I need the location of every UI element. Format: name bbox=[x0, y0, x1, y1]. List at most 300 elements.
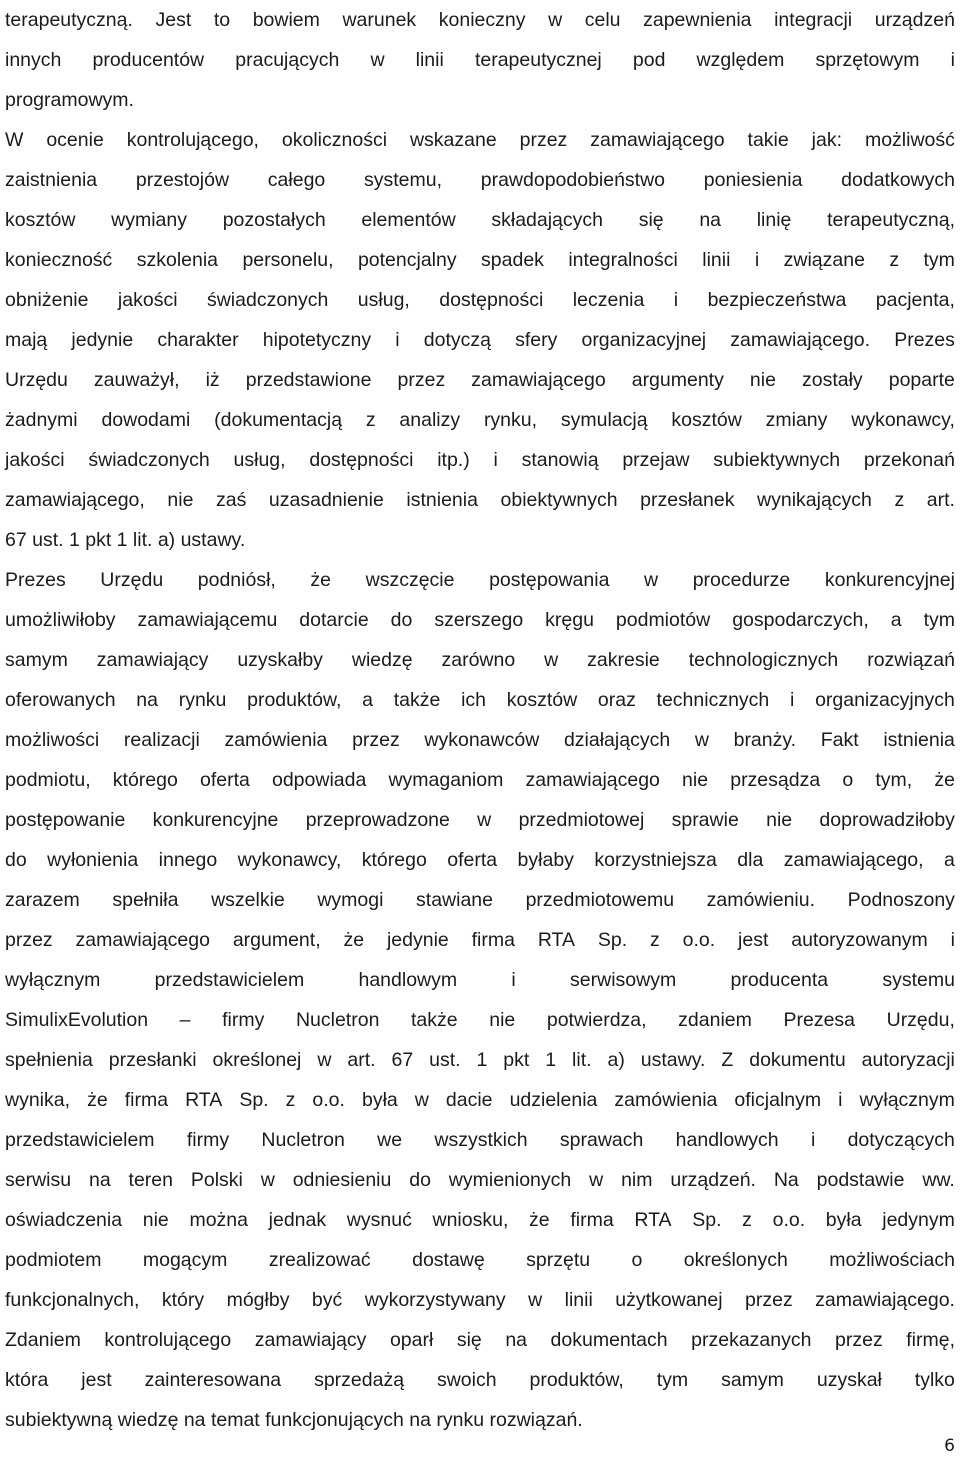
word: i bbox=[395, 329, 400, 351]
text-line bbox=[5, 760, 955, 800]
text-line bbox=[5, 840, 955, 880]
word: podstawie bbox=[816, 1169, 905, 1191]
word: się bbox=[638, 209, 664, 231]
word: 1 bbox=[545, 1049, 557, 1071]
word: odpowiada bbox=[271, 769, 367, 791]
word: możliwościach bbox=[829, 1249, 955, 1271]
word: żadnymi bbox=[5, 409, 78, 431]
word: samym bbox=[5, 649, 68, 671]
word: sprzętu bbox=[526, 1249, 591, 1271]
word: szerszego bbox=[434, 609, 524, 631]
word: i bbox=[950, 929, 955, 951]
word: linii bbox=[415, 49, 444, 71]
word: która bbox=[5, 1369, 49, 1391]
text-line bbox=[5, 160, 955, 200]
word: w bbox=[260, 1169, 275, 1191]
word: zamawiającego, bbox=[5, 489, 145, 511]
word: do bbox=[390, 609, 413, 631]
word: nie bbox=[749, 369, 776, 391]
text-line bbox=[5, 720, 955, 760]
word: zarazem bbox=[5, 889, 80, 911]
word: branży. bbox=[733, 729, 797, 751]
text-line bbox=[5, 920, 955, 960]
word: świadczonych bbox=[88, 449, 210, 471]
word: wyłącznym bbox=[5, 969, 101, 991]
word: a) bbox=[607, 1049, 625, 1071]
word: była bbox=[361, 1089, 398, 1111]
word: wszczęcie bbox=[365, 569, 455, 591]
text-line bbox=[5, 1120, 955, 1160]
word: kosztów bbox=[506, 689, 578, 711]
word: Na bbox=[773, 1169, 799, 1191]
word: mogącym bbox=[142, 1249, 228, 1271]
word: oraz bbox=[597, 689, 636, 711]
word: Fakt bbox=[820, 729, 859, 751]
word: RTA bbox=[185, 1089, 223, 1111]
word: wskazane bbox=[409, 129, 497, 151]
word: przedmiotowej bbox=[518, 809, 645, 831]
word: art. bbox=[347, 1049, 376, 1071]
word: postępowanie bbox=[5, 809, 126, 831]
word: którego bbox=[112, 769, 178, 791]
word: udzielenia bbox=[509, 1089, 598, 1111]
word: zamawiającego bbox=[75, 929, 210, 951]
word: stawiane bbox=[416, 889, 493, 911]
word: spadek bbox=[481, 249, 544, 271]
word: producenta bbox=[730, 969, 829, 991]
text-line bbox=[5, 360, 955, 400]
word: do bbox=[5, 849, 27, 871]
word: Prezesa bbox=[783, 1009, 856, 1031]
word: oferta bbox=[199, 769, 250, 791]
text-line bbox=[5, 880, 955, 920]
word: tym, bbox=[875, 769, 913, 791]
page-number: 6 bbox=[944, 1436, 955, 1456]
word: rynku, bbox=[483, 409, 538, 431]
word: gospodarczych, bbox=[732, 609, 869, 631]
text-line bbox=[5, 1160, 955, 1200]
word: kręgu bbox=[545, 609, 594, 631]
word: mają bbox=[5, 329, 48, 351]
word: przesądza bbox=[730, 769, 821, 791]
word: jakości bbox=[5, 449, 65, 471]
word: o.o. bbox=[682, 929, 716, 951]
word: jedynie bbox=[71, 329, 134, 351]
word: zaś bbox=[215, 489, 247, 511]
word: także bbox=[411, 1009, 458, 1031]
word: celu bbox=[584, 9, 621, 31]
word: z bbox=[285, 1089, 296, 1111]
word: świadczonych bbox=[206, 289, 329, 311]
word: zdaniem bbox=[678, 1009, 752, 1031]
word: sprawach bbox=[559, 1129, 644, 1151]
word: firma bbox=[570, 1209, 614, 1231]
word: oficjalnym bbox=[734, 1089, 822, 1111]
word: także bbox=[393, 689, 441, 711]
word: dotarcie bbox=[299, 609, 369, 631]
word: subiektywnych bbox=[713, 449, 841, 471]
word: składających bbox=[491, 209, 603, 231]
word: technologicznych bbox=[688, 649, 839, 671]
word: wykonawcy, bbox=[237, 849, 342, 871]
word: pod bbox=[632, 49, 666, 71]
word: przez bbox=[835, 1329, 883, 1351]
word: spełniła bbox=[112, 889, 179, 911]
word: art. bbox=[926, 489, 955, 511]
text-line: programowym. bbox=[5, 89, 134, 111]
word: zmiany bbox=[765, 409, 828, 431]
word: jednak bbox=[268, 1209, 327, 1231]
word: kosztów bbox=[671, 409, 742, 431]
word: zakresie bbox=[587, 649, 660, 671]
word: w bbox=[477, 809, 492, 831]
word: była bbox=[825, 1209, 862, 1231]
word: tym bbox=[923, 609, 955, 631]
word: linię bbox=[756, 209, 792, 231]
word: wymiany bbox=[111, 209, 187, 231]
word: urządzeń. bbox=[670, 1169, 756, 1191]
document-page bbox=[5, 0, 955, 1440]
word: przedmiotowemu bbox=[525, 889, 675, 911]
word: Prezes bbox=[5, 569, 66, 591]
word: linii bbox=[564, 1289, 593, 1311]
word: tym bbox=[656, 1369, 689, 1391]
text-line bbox=[5, 1000, 955, 1040]
text-line bbox=[5, 600, 955, 640]
word: nim bbox=[621, 1169, 653, 1191]
word: Nucletron bbox=[261, 1129, 345, 1151]
word: nie bbox=[167, 489, 194, 511]
word: to bbox=[213, 9, 231, 31]
word: leczenia bbox=[572, 289, 645, 311]
word: przekazanych bbox=[691, 1329, 812, 1351]
word: a bbox=[890, 609, 902, 631]
word: w bbox=[644, 569, 659, 591]
word: istnienia bbox=[406, 489, 478, 511]
word: funkcjonalnych, bbox=[5, 1289, 140, 1311]
word: hipotetyczny bbox=[262, 329, 372, 351]
word: integracji bbox=[774, 9, 853, 31]
word: przekonań bbox=[863, 449, 955, 471]
word: elementów bbox=[361, 209, 456, 231]
word: w bbox=[414, 1089, 429, 1111]
word: Urzędu bbox=[5, 369, 68, 391]
text-line bbox=[5, 1280, 955, 1320]
text-line bbox=[5, 1040, 955, 1080]
word: dokumentach bbox=[550, 1329, 668, 1351]
word: wymienionych bbox=[448, 1169, 572, 1191]
word: konkurencyjnej bbox=[824, 569, 955, 591]
word: wszelkie bbox=[211, 889, 285, 911]
word: (dokumentacją bbox=[214, 409, 343, 431]
text-line bbox=[5, 680, 955, 720]
word: zamawiającego, bbox=[783, 849, 924, 871]
word: można bbox=[189, 1209, 248, 1231]
text-line bbox=[5, 1360, 955, 1400]
word: warunek bbox=[342, 9, 417, 31]
word: terapeutyczną. bbox=[5, 9, 133, 31]
word: personelu, bbox=[242, 249, 334, 271]
word: ww. bbox=[922, 1169, 955, 1191]
word: dotyczących bbox=[847, 1129, 955, 1151]
word: handlowych bbox=[675, 1129, 779, 1151]
word: rynku bbox=[178, 689, 227, 711]
word: przez bbox=[5, 929, 53, 951]
word: uzasadnienie bbox=[268, 489, 384, 511]
word: autoryzacji bbox=[861, 1049, 955, 1071]
word: podmiotu, bbox=[5, 769, 91, 791]
word: konieczny bbox=[438, 9, 526, 31]
word: zamawiającego. bbox=[730, 329, 871, 351]
word: w bbox=[694, 729, 709, 751]
word: i bbox=[838, 1089, 843, 1111]
text-line bbox=[5, 480, 955, 520]
word: firma bbox=[471, 929, 515, 951]
word: nie bbox=[766, 809, 793, 831]
word: rozwiązań bbox=[867, 649, 955, 671]
word: dotyczą bbox=[423, 329, 491, 351]
word: 1 bbox=[476, 1049, 488, 1071]
word: działających bbox=[563, 729, 671, 751]
text-line bbox=[5, 280, 955, 320]
word: jedynym bbox=[882, 1209, 955, 1231]
word: integralności bbox=[568, 249, 678, 271]
word: przez bbox=[352, 729, 400, 751]
word: W bbox=[5, 129, 24, 151]
word: usług, bbox=[357, 289, 410, 311]
word: kontrolującego bbox=[104, 1329, 232, 1351]
word: zainteresowana bbox=[144, 1369, 282, 1391]
word: urządzeń bbox=[874, 9, 955, 31]
text-line bbox=[5, 560, 955, 600]
word: Prezes bbox=[894, 329, 955, 351]
word: symulacją bbox=[560, 409, 648, 431]
word: takie bbox=[747, 129, 789, 151]
word: dla bbox=[737, 849, 764, 871]
word: pracujących bbox=[235, 49, 340, 71]
word: wymogi bbox=[317, 889, 384, 911]
word: wymaganiom bbox=[388, 769, 504, 791]
word: pacjenta, bbox=[875, 289, 955, 311]
word: wynikających bbox=[757, 489, 872, 511]
text-line bbox=[5, 320, 955, 360]
word: doprowadziłoby bbox=[819, 809, 955, 831]
word: oświadczenia bbox=[5, 1209, 123, 1231]
word: obiektywnych bbox=[500, 489, 618, 511]
word: o bbox=[842, 769, 854, 791]
word: firma bbox=[124, 1089, 169, 1111]
word: realizacji bbox=[123, 729, 200, 751]
word: z bbox=[742, 1209, 752, 1231]
word: zauważył, bbox=[93, 369, 180, 391]
word: poniesienia bbox=[703, 169, 803, 191]
word: na bbox=[136, 689, 158, 711]
word: charakter bbox=[157, 329, 239, 351]
word: użytkowanej bbox=[615, 1289, 723, 1311]
word: firmy bbox=[186, 1129, 230, 1151]
word: uzyskałby bbox=[237, 649, 323, 671]
word: obniżenie bbox=[5, 289, 89, 311]
word: bezpieczeństwa bbox=[707, 289, 847, 311]
word: innych bbox=[5, 49, 62, 71]
text-line bbox=[5, 1320, 955, 1360]
word: do bbox=[409, 1169, 431, 1191]
word: w bbox=[548, 9, 563, 31]
word: organizacyjnej bbox=[581, 329, 707, 351]
word: dodatkowych bbox=[841, 169, 955, 191]
word: wniosku, bbox=[432, 1209, 509, 1231]
word: produktów, bbox=[529, 1369, 624, 1391]
text-line bbox=[5, 200, 955, 240]
word: wyłonienia bbox=[47, 849, 139, 871]
word: zamówieniu. bbox=[706, 889, 816, 911]
text-line: subiektywną wiedzę na temat funkcjonujących na rynku rozwiązań. bbox=[5, 1409, 583, 1431]
word: firmy bbox=[222, 1009, 265, 1031]
word: być bbox=[311, 1289, 343, 1311]
word: dostępności bbox=[309, 449, 414, 471]
word: swoich bbox=[436, 1369, 497, 1391]
word: argument, bbox=[232, 929, 321, 951]
word: przesłanek bbox=[640, 489, 735, 511]
word: zrealizować bbox=[268, 1249, 371, 1271]
word: potencjalny bbox=[357, 249, 457, 271]
word: firmę, bbox=[906, 1329, 955, 1351]
word: ustawy. bbox=[640, 1049, 706, 1071]
word: dostawę bbox=[412, 1249, 485, 1271]
word: nie bbox=[142, 1209, 169, 1231]
word: innego bbox=[158, 849, 218, 871]
word: i bbox=[950, 49, 955, 71]
word: Jest bbox=[155, 9, 192, 31]
word: o.o. bbox=[312, 1089, 345, 1111]
word: teren bbox=[128, 1169, 173, 1191]
word: na bbox=[88, 1169, 111, 1191]
word: przejaw bbox=[622, 449, 690, 471]
word: iż bbox=[205, 369, 220, 391]
word: w bbox=[370, 49, 385, 71]
word: jest bbox=[81, 1369, 112, 1391]
word: organizacyjnych bbox=[815, 689, 955, 711]
word: przedstawicielem bbox=[154, 969, 305, 991]
word: wysnuć bbox=[346, 1209, 412, 1231]
word: postępowania bbox=[489, 569, 610, 591]
word: zamawiający bbox=[96, 649, 209, 671]
text-line bbox=[5, 40, 955, 80]
word: określonej bbox=[212, 1049, 302, 1071]
word: zamawiający bbox=[254, 1329, 367, 1351]
word: w bbox=[317, 1049, 332, 1071]
text-line bbox=[5, 120, 955, 160]
word: istnienia bbox=[883, 729, 955, 751]
word: z bbox=[889, 249, 900, 271]
word: jakości bbox=[117, 289, 178, 311]
text-line bbox=[5, 1200, 955, 1240]
word: którego bbox=[361, 849, 427, 871]
word: stanowią bbox=[521, 449, 599, 471]
word: produktów, bbox=[247, 689, 342, 711]
word: możliwości bbox=[5, 729, 100, 751]
word: pkt bbox=[503, 1049, 530, 1071]
word: przez bbox=[397, 369, 446, 391]
word: zapewnienia bbox=[643, 9, 752, 31]
text-line bbox=[5, 800, 955, 840]
word: Urzędu bbox=[100, 569, 164, 591]
word: względem bbox=[696, 49, 785, 71]
word: zamawiającego. bbox=[815, 1289, 955, 1311]
word: tym bbox=[923, 249, 955, 271]
word: producentów bbox=[92, 49, 205, 71]
word: z bbox=[894, 489, 905, 511]
word: zamawiającego bbox=[471, 369, 606, 391]
word: wykonawcy, bbox=[851, 409, 955, 431]
word: podmiotem bbox=[5, 1249, 102, 1271]
word: procedurze bbox=[692, 569, 791, 591]
word: linii bbox=[702, 249, 731, 271]
word: w bbox=[589, 1169, 604, 1191]
word: pozostałych bbox=[222, 209, 326, 231]
word: handlowym bbox=[358, 969, 458, 991]
word: określonych bbox=[683, 1249, 788, 1271]
word: – bbox=[179, 1009, 191, 1031]
word: dacie bbox=[445, 1089, 493, 1111]
word: podniósł, bbox=[197, 569, 276, 591]
word: konieczność bbox=[5, 249, 113, 271]
word: zamawiającemu bbox=[137, 609, 278, 631]
text-line bbox=[5, 0, 955, 40]
word: potwierdza, bbox=[546, 1009, 647, 1031]
word: i bbox=[511, 969, 516, 991]
word: a bbox=[944, 849, 955, 871]
word: dowodami bbox=[101, 409, 191, 431]
word: zarówno bbox=[441, 649, 516, 671]
word: z bbox=[650, 929, 660, 951]
word: zamawiającego bbox=[525, 769, 660, 791]
word: poparte bbox=[888, 369, 955, 391]
word: o.o. bbox=[772, 1209, 806, 1231]
text-line bbox=[5, 1240, 955, 1280]
word: że bbox=[529, 1209, 550, 1231]
word: możliwość bbox=[864, 129, 955, 151]
word: terapeutyczną, bbox=[827, 209, 955, 231]
text-line bbox=[5, 960, 955, 1000]
word: przez bbox=[519, 129, 568, 151]
word: wyłącznym bbox=[859, 1089, 955, 1111]
word: technicznych bbox=[656, 689, 770, 711]
word: i bbox=[673, 289, 679, 311]
word: się bbox=[456, 1329, 482, 1351]
word: RTA bbox=[537, 929, 576, 951]
word: RTA bbox=[634, 1209, 672, 1231]
word: ust. bbox=[429, 1049, 461, 1071]
word: i bbox=[754, 249, 760, 271]
word: serwisowym bbox=[570, 969, 677, 991]
word: oferowanych bbox=[5, 689, 116, 711]
word: w bbox=[528, 1289, 543, 1311]
word: który bbox=[161, 1289, 205, 1311]
text-line bbox=[5, 240, 955, 280]
word: że bbox=[87, 1089, 108, 1111]
word: z bbox=[365, 409, 376, 431]
text-line bbox=[5, 640, 955, 680]
word: oparł bbox=[389, 1329, 434, 1351]
word: Sp. bbox=[597, 929, 628, 951]
word: związane bbox=[783, 249, 865, 271]
word: tylko bbox=[914, 1369, 955, 1391]
word: serwisu bbox=[5, 1169, 72, 1191]
word: na bbox=[505, 1329, 528, 1351]
word: bowiem bbox=[252, 9, 320, 31]
word: zostały bbox=[801, 369, 863, 391]
